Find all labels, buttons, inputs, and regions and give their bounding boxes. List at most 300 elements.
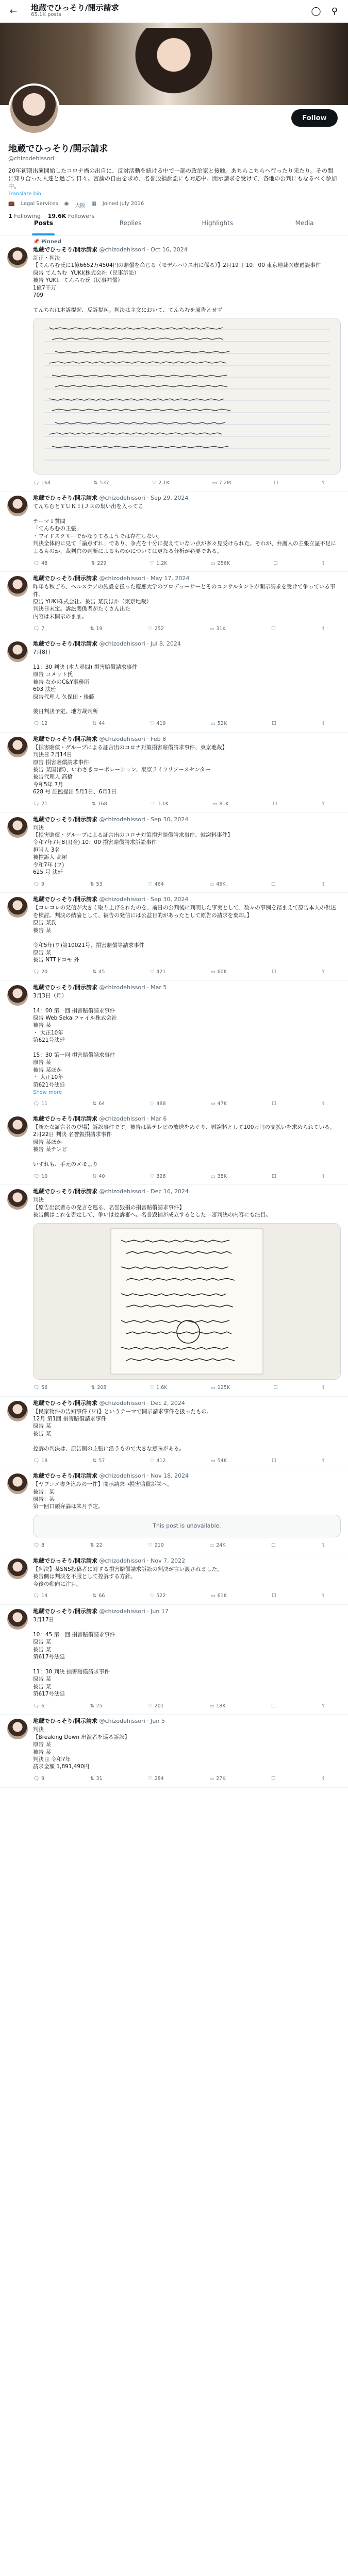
- search-icon[interactable]: ⚲: [331, 6, 338, 16]
- views-icon: ▭: [209, 1543, 214, 1549]
- bookmark-button[interactable]: [271, 626, 276, 632]
- views-button[interactable]: ▭ 27K: [209, 1776, 226, 1782]
- reply-icon: 🗨: [33, 1543, 40, 1549]
- profile-bio: 20年初期出演開始したコロナ禍の出自に、反対活動を続ける中で一部の政治家と接触。あちらこちらへ行ったり来たり。その間に知り合った人達と過ごす日々。言論の自由を求め、名誉毀損訴訟にも対応中。開示請求を受けて、各地の公判にもなるべく参加中。: [8, 167, 337, 190]
- post-header: [33, 1557, 341, 1565]
- tab-highlights[interactable]: Highlights: [202, 219, 234, 227]
- views-button[interactable]: ▭ 61K: [210, 1593, 227, 1599]
- share-button[interactable]: [321, 1101, 325, 1107]
- post-text: 昨年も秋ごろ、ヘルスケアの施設を扱った慶應大学のプロデューサーとそのコンサルタントが開示請求を受けて争っている事件。 原告 YUKI株式会社。被告 某氏ほか（東京地裁） 判決日未定。訴訟関係者がたくさん出た 内容は未開示のまま。: [33, 584, 336, 620]
- share-icon: ⇧: [321, 1593, 325, 1599]
- share-icon: ⇧: [321, 1458, 325, 1464]
- like-button[interactable]: ♡ 284: [148, 1776, 164, 1782]
- reply-button[interactable]: 🗨 12: [33, 721, 48, 727]
- post-header: [33, 495, 341, 502]
- post-handle-date: @chizodehissori · Nov 18, 2024: [99, 1472, 189, 1480]
- views-button[interactable]: ▭ 7.2M: [212, 480, 231, 486]
- post-handle-date: @chizodehissori · Oct 16, 2024: [99, 246, 188, 253]
- profile-avatar[interactable]: [8, 83, 60, 135]
- profile-location: 大阪: [75, 203, 86, 209]
- post-avatar[interactable]: [7, 985, 28, 1006]
- reply-icon: 🗨: [33, 1458, 40, 1464]
- unavailable-quote: This post is unavailable.: [33, 1515, 341, 1537]
- like-button[interactable]: ♡ 488: [150, 1100, 166, 1107]
- post-author[interactable]: 地蔵でひっそり/開示請求: [33, 1718, 98, 1725]
- bookmark-button[interactable]: [274, 480, 278, 486]
- share-button[interactable]: [321, 882, 325, 887]
- reply-button[interactable]: 🗨 164: [33, 480, 51, 486]
- top-bar: [0, 0, 348, 23]
- post-header: [33, 1718, 341, 1725]
- post[interactable]: [0, 236, 348, 492]
- repost-button[interactable]: ⇅ 53: [90, 881, 103, 887]
- heart-icon: ♡: [148, 1776, 153, 1782]
- post-header: [33, 1400, 341, 1407]
- post-text: 判決 【損害賠償・グループによる証言出のコロナ対策損害賠償請求事件、慰謝料事件】 令和7年7月8日(金) 10：00 損害賠償請求訴訟事件 担当人 3名 被控訴人 高屋 令和7年 (ワ) 625 号 法廷: [33, 824, 233, 876]
- bookmark-icon: ☐: [272, 1593, 276, 1599]
- post-actions: [33, 967, 341, 977]
- like-button[interactable]: ♡ 421: [150, 969, 166, 975]
- repost-button[interactable]: ⇅ 57: [92, 1458, 105, 1464]
- profile-name: 地蔵でひっそり/開示請求: [8, 144, 108, 154]
- post-header: [33, 1608, 341, 1615]
- post[interactable]: [0, 1397, 348, 1469]
- profile-info: [8, 141, 338, 219]
- bookmark-button[interactable]: [272, 1174, 276, 1179]
- post-author[interactable]: 地蔵でひっそり/開示請求: [33, 735, 98, 742]
- bookmark-button[interactable]: [273, 1385, 278, 1391]
- like-button[interactable]: ♡ 1.1K: [151, 801, 169, 807]
- bookmark-button[interactable]: [271, 1703, 276, 1709]
- share-icon: ⇧: [321, 801, 325, 807]
- like-button[interactable]: ♡ 419: [150, 721, 166, 727]
- post[interactable]: [0, 637, 348, 733]
- post-author[interactable]: 地蔵でひっそり/開示請求: [33, 1399, 98, 1406]
- repost-button[interactable]: ⇅ 66: [92, 1593, 105, 1599]
- post-header: [33, 736, 341, 743]
- share-button[interactable]: [321, 801, 325, 807]
- post-actions: [33, 478, 341, 488]
- repost-button[interactable]: ⇅ 168: [91, 801, 107, 807]
- briefcase-icon: 💼: [8, 201, 15, 207]
- like-button[interactable]: ♡ 252: [148, 625, 164, 632]
- post-avatar[interactable]: [7, 641, 28, 662]
- post-actions: [33, 558, 341, 568]
- reply-button[interactable]: 🗨 10: [33, 1173, 48, 1179]
- views-icon: ▭: [210, 721, 216, 727]
- post-avatar[interactable]: [7, 247, 28, 268]
- share-icon: ⇧: [321, 969, 325, 975]
- post-avatar[interactable]: [7, 1719, 28, 1739]
- bookmark-icon: ☐: [272, 1100, 276, 1107]
- post-avatar[interactable]: [7, 817, 28, 838]
- like-button[interactable]: ♡ 326: [150, 1173, 166, 1179]
- repost-icon: ⇅: [92, 969, 97, 975]
- heart-icon: ♡: [148, 1543, 153, 1549]
- handwriting-photo: [34, 1224, 340, 1379]
- header-title: [31, 4, 119, 19]
- bookmark-button[interactable]: [272, 1101, 276, 1107]
- reply-icon: 🗨: [33, 721, 40, 727]
- post-actions: [33, 1540, 341, 1551]
- pinned-label: 📌 Pinned: [33, 239, 61, 245]
- post-avatar[interactable]: [7, 737, 28, 757]
- post-text: 3月17日 10：45 第一回 損害賠償請求事件 原告 某 被告 某 第617号法廷 11：30 判決 損害賠償請求事件 原告 某 被告 某 第617号法廷: [33, 1616, 115, 1697]
- views-icon: ▭: [210, 1173, 216, 1179]
- heart-icon: ♡: [150, 721, 155, 727]
- post-avatar[interactable]: [7, 496, 28, 516]
- post[interactable]: [0, 1469, 348, 1554]
- views-button[interactable]: ▭ 54K: [210, 1458, 227, 1464]
- post-image[interactable]: [33, 1223, 341, 1380]
- repost-button[interactable]: ⇅ 44: [92, 721, 105, 727]
- repost-icon: ⇅: [92, 1100, 97, 1107]
- post-text: 【民家物件の告知事件 (ワ)】というテーマで開示請求事件を扱ったもの。 12月 第1回 損害賠償請求事件 原告 某 被告 某 控訴の判決は、原告側の主張に沿うもので大きな意味がある。: [33, 1408, 212, 1452]
- views-button[interactable]: ▭ 31K: [209, 625, 226, 632]
- reply-button[interactable]: 🗨 7: [33, 625, 45, 632]
- following-link[interactable]: 1 Following: [8, 213, 41, 219]
- repost-icon: ⇅: [92, 721, 97, 727]
- bookmark-icon: ☐: [271, 881, 276, 887]
- share-button[interactable]: [321, 480, 325, 486]
- post[interactable]: [0, 1554, 348, 1605]
- reply-button[interactable]: 🗨 48: [33, 560, 48, 566]
- repost-button[interactable]: ⇅ 208: [91, 1385, 107, 1391]
- bookmark-button[interactable]: [273, 561, 278, 566]
- views-icon: ▭: [210, 1100, 216, 1107]
- views-button[interactable]: ▭ 45K: [209, 881, 226, 887]
- like-button[interactable]: ♡ 2.1K: [152, 480, 170, 486]
- post[interactable]: [0, 981, 348, 1112]
- heart-icon: ♡: [150, 1385, 155, 1391]
- post-text: 判決 【Breaking Down 出演者を巡る訴訟】 原告 某 被告 某 判決日 令和7年 請求金額 1,891,490円: [33, 1726, 130, 1770]
- reply-icon: 🗨: [33, 560, 40, 566]
- repost-icon: ⇅: [90, 1776, 94, 1782]
- like-button[interactable]: ♡ 210: [148, 1543, 164, 1549]
- posts-feed: [0, 236, 348, 1788]
- post[interactable]: [0, 1185, 348, 1396]
- post[interactable]: [0, 733, 348, 813]
- post-actions: [33, 623, 341, 634]
- bookmark-button[interactable]: [272, 721, 276, 726]
- repost-button[interactable]: ⇅ 45: [92, 969, 105, 975]
- post-avatar[interactable]: [7, 1401, 28, 1421]
- post[interactable]: [0, 813, 348, 893]
- heart-icon: ♡: [150, 1593, 155, 1599]
- reply-icon: 🗨: [33, 881, 40, 887]
- like-button[interactable]: ♡ 201: [148, 1703, 164, 1709]
- reply-icon: 🗨: [33, 1100, 40, 1107]
- reply-button[interactable]: 🗨 18: [33, 1458, 48, 1464]
- reply-icon: 🗨: [33, 1776, 40, 1782]
- share-button[interactable]: [321, 1776, 325, 1782]
- post-actions: [33, 719, 341, 729]
- reply-icon: 🗨: [33, 969, 40, 975]
- post-author[interactable]: 地蔵でひっそり/開示請求: [33, 640, 98, 648]
- post-header: [33, 1115, 341, 1123]
- post-author[interactable]: 地蔵でひっそり/開示請求: [33, 1188, 98, 1195]
- heart-icon: ♡: [148, 625, 153, 632]
- header-post-count: 65.1K posts: [31, 12, 61, 18]
- reply-button[interactable]: 🗨 9: [33, 1776, 45, 1782]
- post-text: 判決 【原告出演者らの発言を巡る、名誉毀損の損害賠償請求事件】 被告側はこれを否定して、争いは控訴審へ。名誉毀損が成立するとした一審判決の内容にも注目。: [33, 1197, 271, 1218]
- reply-button[interactable]: 🗨 20: [33, 969, 48, 975]
- views-icon: ▭: [209, 1776, 214, 1782]
- like-button[interactable]: ♡ 412: [150, 1458, 166, 1464]
- post-text: 【コレコレの発信が大きく取り上げられたのを、前日の公判後に判明した事実として、数々の事例を踏まえて原告本人の供述を検討。判決の結論として、被告の発信には公益目的があったとして原告の請求を棄却。】 原告 某氏 被告 某 令和5年(ワ)第10021号、損害賠償等請求事件 原告 某 被告 NTTドコモ 外: [33, 905, 336, 963]
- reply-icon: 🗨: [33, 1703, 40, 1709]
- repost-button[interactable]: ⇅ 31: [90, 1776, 103, 1782]
- heart-icon: ♡: [151, 801, 156, 807]
- profile-handle: @chizodehissori: [8, 155, 55, 162]
- like-button[interactable]: ♡ 464: [148, 881, 164, 887]
- translate-bio-link[interactable]: Translate bio: [8, 191, 41, 197]
- share-icon: ⇧: [321, 1100, 325, 1107]
- notebook-photo: [34, 318, 340, 474]
- reply-icon: 🗨: [33, 1173, 40, 1179]
- share-button[interactable]: [321, 1703, 325, 1709]
- post-handle-date: @chizodehissori · Sep 29, 2024: [99, 495, 189, 502]
- heart-icon: ♡: [150, 1458, 155, 1464]
- tab-replies[interactable]: Replies: [119, 219, 142, 227]
- share-icon: ⇧: [321, 1776, 325, 1782]
- repost-icon: ⇅: [91, 801, 96, 807]
- bookmark-icon: ☐: [272, 721, 276, 727]
- bookmark-icon: ☐: [271, 1543, 276, 1549]
- heart-icon: ♡: [148, 881, 153, 887]
- post-author[interactable]: 地蔵でひっそり/開示請求: [33, 1557, 98, 1564]
- heart-icon: ♡: [150, 560, 155, 566]
- post-author[interactable]: 地蔵でひっそり/開示請求: [33, 1607, 98, 1615]
- reply-icon: 🗨: [33, 625, 40, 632]
- follow-button[interactable]: Follow: [291, 109, 338, 127]
- post-header: [33, 1472, 341, 1480]
- views-icon: ▭: [210, 560, 216, 566]
- post-image[interactable]: [33, 318, 341, 474]
- reply-button[interactable]: 🗨 8: [33, 1543, 45, 1549]
- bookmark-icon: ☐: [272, 969, 276, 975]
- post-handle-date: @chizodehissori · Jun 17: [99, 1607, 169, 1615]
- views-button[interactable]: ▭ 125K: [210, 1385, 230, 1391]
- views-icon: ▭: [209, 881, 214, 887]
- repost-icon: ⇅: [92, 1173, 97, 1179]
- post-handle-date: @chizodehissori · Mar 5: [99, 984, 167, 991]
- share-button[interactable]: [321, 1458, 325, 1464]
- post-avatar[interactable]: [7, 897, 28, 918]
- views-button[interactable]: ▭ 60K: [210, 969, 227, 975]
- share-icon: ⇧: [321, 1173, 325, 1179]
- post-handle-date: @chizodehissori · Sep 30, 2024: [99, 896, 189, 903]
- post-header: [33, 640, 341, 648]
- profile-tabs: [0, 210, 348, 236]
- repost-button[interactable]: ⇅ 22: [90, 1543, 103, 1549]
- like-button[interactable]: ♡ 1.2K: [150, 560, 168, 566]
- post-author[interactable]: 地蔵でひっそり/開示請求: [33, 896, 98, 903]
- reply-button[interactable]: 🗨 14: [33, 1593, 48, 1599]
- reply-icon: 🗨: [33, 1385, 40, 1391]
- post-text: 訂正・判決 【てんちむ氏に1億6652万4504円の賠償を命じる（モデルハウス出に係る）】2月19日 10：00 東京地裁医療過誤事件 原告 てんちむ YUKI(株式会社（民事訴訟） 被告 YUKI、てんちむ氏（民事補償） 1億7千万 709 てんちむは本訴提起、反訴提起。判決は主文において、てんちむを原告とせず: [33, 255, 321, 313]
- post-avatar[interactable]: [7, 1473, 28, 1494]
- views-icon: ▭: [210, 1458, 216, 1464]
- post[interactable]: [0, 572, 348, 637]
- tab-posts[interactable]: Posts: [0, 210, 87, 235]
- post-handle-date: @chizodehissori · Nov 7, 2022: [99, 1557, 186, 1564]
- post-text: 【ヤフコメ書き込みの一件】開示請求→損害賠償訴訟へ。 被告：某 原告：某 第一回口頭弁論は来月予定。: [33, 1481, 173, 1510]
- post-author[interactable]: 地蔵でひっそり/開示請求: [33, 1115, 98, 1122]
- views-icon: ▭: [210, 1593, 216, 1599]
- post-actions: [33, 1098, 341, 1109]
- bookmark-button[interactable]: [273, 801, 277, 807]
- post-avatar[interactable]: [7, 576, 28, 597]
- repost-icon: ⇅: [91, 560, 95, 566]
- bookmark-button[interactable]: [272, 1593, 276, 1599]
- share-icon: ⇧: [321, 881, 325, 887]
- post-text: てんちむとＹＵＫＩ(ＪＲの集い出を入ってこ テーマ１質問 「てんちむの主張」 ・ワイドスクリーでかなりてるようでは存在しない。 判決全体的に見て「論点ずれ」であり、争点を十分に捉えていない点が多々見受けられた。それが、弁護人の主張立証不足によるものか、裁判官の判断によるものかについては更なる分析が必要である。: [33, 503, 336, 554]
- post-avatar[interactable]: [7, 1609, 28, 1630]
- repost-icon: ⇅: [90, 1543, 94, 1549]
- share-button[interactable]: [321, 1593, 325, 1599]
- share-button[interactable]: [321, 721, 325, 726]
- reply-button[interactable]: 🗨 21: [33, 801, 48, 807]
- post[interactable]: [0, 893, 348, 980]
- post[interactable]: [0, 1112, 348, 1185]
- calendar-icon: ▦: [91, 201, 96, 207]
- post-header: [33, 246, 341, 253]
- share-icon: ⇧: [321, 560, 325, 566]
- share-button[interactable]: [321, 626, 325, 632]
- bookmark-icon: ☐: [274, 480, 278, 486]
- post-handle-date: @chizodehissori · Dec 16, 2024: [99, 1188, 189, 1195]
- post-actions: [33, 1455, 341, 1466]
- repost-button[interactable]: ⇅ 19: [90, 625, 103, 632]
- share-button[interactable]: [321, 561, 325, 566]
- post-author[interactable]: 地蔵でひっそり/開示請求: [33, 1472, 98, 1480]
- post[interactable]: [0, 1605, 348, 1715]
- followers-link[interactable]: 19.6K Followers: [47, 213, 95, 219]
- heart-icon: ♡: [150, 969, 155, 975]
- reply-button[interactable]: 🗨 11: [33, 1100, 48, 1107]
- views-button[interactable]: ▭ 24K: [209, 1543, 226, 1549]
- heart-icon: ♡: [152, 480, 157, 486]
- profile-joined: Joined July 2016: [102, 201, 144, 207]
- repost-button[interactable]: ⇅ 229: [91, 560, 107, 566]
- views-button[interactable]: ▭ 47K: [210, 1100, 227, 1107]
- bookmark-icon: ☐: [273, 560, 278, 566]
- post-avatar[interactable]: [7, 1116, 28, 1137]
- post-actions: [33, 799, 341, 809]
- post-actions: [33, 1591, 341, 1601]
- bookmark-icon: ☐: [273, 801, 277, 807]
- views-button[interactable]: ▭ 256K: [210, 560, 230, 566]
- bookmark-button[interactable]: [271, 1776, 276, 1782]
- share-button[interactable]: [321, 1543, 325, 1548]
- bookmark-button[interactable]: [272, 969, 276, 975]
- bookmark-icon: ☐: [272, 1458, 276, 1464]
- post-author[interactable]: 地蔵でひっそり/開示請求: [33, 495, 98, 502]
- post-author[interactable]: 地蔵でひっそり/開示請求: [33, 575, 98, 582]
- views-button[interactable]: ▭ 81K: [212, 801, 229, 807]
- repost-icon: ⇅: [93, 480, 98, 486]
- views-icon: ▭: [212, 801, 218, 807]
- share-icon: ⇧: [321, 1543, 325, 1549]
- post-actions: [33, 1774, 341, 1784]
- post-header: [33, 1188, 341, 1195]
- tab-media[interactable]: Media: [295, 219, 314, 227]
- share-button[interactable]: [321, 1385, 325, 1391]
- show-more-link[interactable]: Show more: [33, 1090, 62, 1095]
- location-pin-icon: ◉: [64, 201, 69, 207]
- reply-icon: 🗨: [33, 801, 40, 807]
- share-icon: ⇧: [321, 480, 325, 486]
- views-button[interactable]: ▭ 18K: [209, 1703, 226, 1709]
- like-button[interactable]: ♡ 1.6K: [150, 1385, 168, 1391]
- share-icon: ⇧: [321, 1385, 325, 1391]
- repost-button[interactable]: ⇅ 40: [92, 1173, 105, 1179]
- reply-button[interactable]: 🗨 9: [33, 881, 45, 887]
- views-icon: ▭: [209, 1703, 214, 1709]
- repost-button[interactable]: ⇅ 25: [90, 1703, 103, 1709]
- post-header: [33, 575, 341, 582]
- views-icon: ▭: [212, 480, 217, 486]
- reply-icon: 🗨: [33, 1593, 40, 1599]
- post-handle-date: @chizodehissori · Mar 6: [99, 1115, 167, 1122]
- post-author[interactable]: 地蔵でひっそり/開示請求: [33, 816, 98, 823]
- post-header: [33, 816, 341, 823]
- post-text: 【判決】某SNS投稿者に対する損害賠償請求訴訟の判決が言い渡されました。 被告側は判決を不服として控訴する方針。 今後の動向に注目。: [33, 1566, 223, 1587]
- views-button[interactable]: ▭ 52K: [210, 721, 227, 727]
- back-arrow-icon[interactable]: ←: [9, 6, 18, 16]
- views-button[interactable]: ▭ 38K: [210, 1173, 227, 1179]
- repost-icon: ⇅: [90, 881, 94, 887]
- grok-icon[interactable]: ◯: [311, 6, 321, 16]
- bookmark-button[interactable]: [271, 882, 276, 887]
- post-avatar[interactable]: [7, 1189, 28, 1210]
- views-icon: ▭: [210, 1385, 216, 1391]
- repost-icon: ⇅: [90, 1703, 94, 1709]
- reply-button[interactable]: 🗨 6: [33, 1703, 45, 1709]
- repost-icon: ⇅: [92, 1458, 97, 1464]
- profile-category: Legal Services: [21, 201, 58, 207]
- bookmark-icon: ☐: [271, 1776, 276, 1782]
- post-actions: [33, 879, 341, 889]
- post-text: 3月3日（月） 14：00 第一回 損害賠償請求事件 原告 Web Sekaiファイル株式会社 被告 某 ・ 大正10年 第621号法廷 15：30 第一回 損害賠償請求事件 原告 某 被告 某ほか ・ 大正10年 第621号法廷: [33, 992, 117, 1088]
- post-header: [33, 984, 341, 991]
- repost-icon: ⇅: [92, 1593, 97, 1599]
- bookmark-button[interactable]: [271, 1543, 276, 1548]
- heart-icon: ♡: [150, 1173, 155, 1179]
- reply-icon: 🗨: [33, 480, 40, 486]
- post-author[interactable]: 地蔵でひっそり/開示請求: [33, 984, 98, 991]
- share-icon: ⇧: [321, 625, 325, 632]
- post-handle-date: @chizodehissori · Jul 8, 2024: [99, 640, 181, 648]
- share-button[interactable]: [321, 1174, 325, 1179]
- share-icon: ⇧: [321, 721, 325, 727]
- post-author[interactable]: 地蔵でひっそり/開示請求: [33, 246, 98, 253]
- share-button[interactable]: [321, 969, 325, 975]
- share-icon: ⇧: [321, 1703, 325, 1709]
- header-name: 地蔵でひっそり/開示請求: [31, 3, 119, 12]
- repost-button[interactable]: ⇅ 537: [93, 480, 109, 486]
- reply-button[interactable]: 🗨 56: [33, 1385, 48, 1391]
- repost-button[interactable]: ⇅ 64: [92, 1100, 105, 1107]
- bookmark-button[interactable]: [272, 1458, 276, 1464]
- post-actions: [33, 1383, 341, 1393]
- post[interactable]: [0, 492, 348, 572]
- post[interactable]: [0, 1715, 348, 1787]
- like-button[interactable]: ♡ 522: [150, 1593, 166, 1599]
- post-avatar[interactable]: [7, 1558, 28, 1579]
- post-handle-date: @chizodehissori · Jun 5: [99, 1718, 165, 1725]
